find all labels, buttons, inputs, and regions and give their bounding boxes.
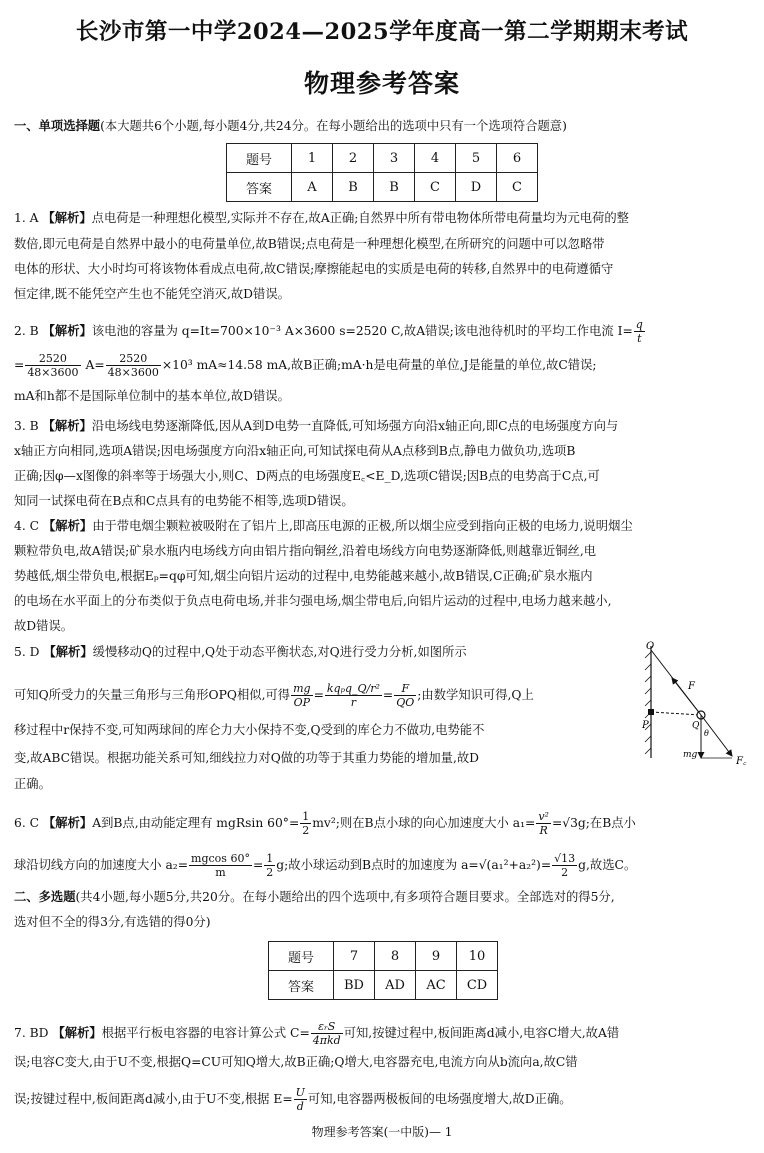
q1-text: 点电荷是一种理想化模型,实际并不存在,故A正确;自然界中所有带电物体所带电荷量均为元电荷的整: [91, 211, 629, 225]
q6-text: 球沿切线方向的加速度大小 a₂=: [14, 858, 189, 872]
q6-text: mv²;则在B点小球的向心加速度大小 a₁=: [312, 816, 536, 830]
q6-text: g;故小球运动到B点时的加速度为 a=√(a₁²+a₂²)=: [276, 858, 552, 872]
label-fc: F꜀: [736, 756, 747, 767]
label-mg: mg: [683, 750, 698, 760]
q5-text: 可知Q所受力的矢量三角形与三角形OPQ相似,可得: [14, 688, 291, 702]
fraction: [634, 318, 645, 345]
q1-line3: 电体的形状、大小时均可将该物体看成点电荷,故C错误;摩擦能起电的实质是电荷的转移,自然界中的电荷遵循守: [14, 262, 614, 276]
q2-line2: [14, 352, 597, 379]
q5-line2: [14, 682, 534, 709]
label-theta: θ: [704, 729, 709, 738]
table-cell: AD: [375, 971, 416, 1000]
table-row: [227, 173, 538, 202]
table-cell: 9: [416, 942, 457, 971]
fraction: [106, 352, 161, 379]
q7-text: 可知,按键过程中,板间距离d减小,电容C增大,故A错: [343, 1026, 620, 1040]
q4-line3: 势越低,烟尘带负电,根据Eₚ=qφ可知,烟尘向铝片运动的过程中,电势能越来越小,故B错误,C正确;矿泉水瓶内: [14, 569, 593, 583]
q3-line1: [14, 418, 618, 434]
fraction-denominator: m: [215, 866, 226, 879]
table-cell: 题号: [227, 144, 292, 173]
q7-text: 误;按键过程中,板间距离d减小,由于U不变,根据 E=: [14, 1092, 293, 1106]
table-cell: D: [456, 173, 497, 202]
fraction: [394, 682, 416, 709]
q6-text: =: [252, 858, 264, 872]
table-row: [269, 971, 498, 1000]
fraction-numerator: 2520: [106, 352, 161, 366]
table-cell: 2: [333, 144, 374, 173]
fraction: [536, 810, 551, 837]
fraction-numerator: εᵣS: [311, 1020, 343, 1034]
fraction: [325, 682, 382, 709]
fraction-numerator: √13: [554, 852, 576, 865]
q1-number: 1. A: [14, 211, 39, 225]
analysis-tag: 【解析】: [52, 1025, 102, 1040]
q7-line2: 误;电容C变大,由于U不变,根据Q=CU可知Q增大,故B正确;Q增大,电容器充电,电流方向从b流向a,故C错: [14, 1055, 578, 1069]
distance-line: [651, 712, 701, 715]
q5-line5: 正确。: [14, 777, 51, 791]
fraction-numerator: mgcos 60°: [191, 852, 250, 865]
table-cell: B: [333, 173, 374, 202]
table-cell: 3: [374, 144, 415, 173]
answer-title: 物理参考答案: [303, 69, 460, 98]
q7-line1: [14, 1020, 619, 1047]
q6-text: g,故选C。: [578, 858, 637, 872]
fraction-numerator: F: [394, 682, 416, 696]
fraction-denominator: R: [539, 824, 548, 837]
fraction: [264, 852, 275, 879]
q3-line4: 知同一试探电荷在B点和C点具有的电势能不相等,选项D错误。: [14, 494, 354, 508]
q4-line2: 颗粒带负电,故A错误;矿泉水瓶内电场线方向由铝片指向铜丝,沿着电场线方向电势逐渐降低,则越靠近铜丝,电: [14, 544, 597, 558]
table-cell: 1: [292, 144, 333, 173]
fraction-denominator: 2: [302, 824, 310, 837]
section2-header: [14, 889, 615, 905]
table-cell: CD: [457, 971, 498, 1000]
q2-text: A=: [81, 358, 105, 372]
q1-line1: [14, 210, 629, 226]
table-cell: 8: [375, 942, 416, 971]
fraction: [189, 852, 252, 879]
tension-arrow: [672, 678, 701, 715]
section1-header: [14, 118, 567, 134]
fraction-numerator: 2520: [25, 352, 80, 366]
exam-title: 长沙市第一中学2024—2025学年度高一第二学期期末考试: [75, 19, 689, 45]
section1-heading: 一、单项选择题: [14, 118, 101, 133]
fraction-denominator: OP: [293, 696, 311, 709]
analysis-tag: 【解析】: [42, 418, 92, 433]
fraction: [311, 1020, 343, 1047]
q6-text: A到B点,由动能定理有 mgRsin 60°=: [92, 816, 300, 830]
q4-text: 由于带电烟尘颗粒被吸附在了铝片上,即高压电源的正极,所以烟尘应受到指向正极的电场力,说明烟尘: [92, 519, 633, 533]
q7-number: 7. BD: [14, 1026, 49, 1040]
table-cell: 6: [497, 144, 538, 173]
fraction-denominator: 4πkd: [312, 1034, 341, 1047]
fraction-numerator: U: [295, 1086, 305, 1099]
q3-number: 3. B: [14, 419, 39, 433]
q5-line4: 变,故ABC错误。根据功能关系可知,细线拉力对Q做的功等于其重力势能的增加量,故D: [14, 751, 480, 765]
section2-answer-table: [268, 941, 498, 1000]
label-q: Q: [692, 721, 700, 731]
table-cell: BD: [334, 971, 375, 1000]
q2-number: 2. B: [14, 324, 39, 338]
table-cell: 5: [456, 144, 497, 173]
force-diagram: [622, 640, 752, 768]
analysis-tag: 【解析】: [42, 518, 93, 533]
q5-text: ;由数学知识可得,Q上: [417, 688, 534, 702]
table-cell: C: [497, 173, 538, 202]
q3-line3: 正确;因φ—x图像的斜率等于场强大小,则C、D两点的电场强度E꜀<E_D,选项C错误;因B点的电势高于C点,可: [14, 469, 600, 483]
ball-p: [648, 709, 654, 715]
label-o: O: [646, 641, 655, 652]
analysis-tag: 【解析】: [42, 210, 92, 225]
table-cell: B: [374, 173, 415, 202]
q4-line5: 故D错误。: [14, 619, 74, 633]
q3-line2: x轴正方向相同,选项A错误;因电场强度方向沿x轴正向,可知试探电荷从A点移到B点,静电力做负功,选项B: [14, 444, 576, 458]
q1-line4: 恒定律,既不能凭空产生也不能凭空消灭,故D错误。: [14, 287, 290, 301]
page-footer: 物理参考答案(一中版)— 1: [311, 1125, 453, 1139]
fraction-denominator: 48×3600: [107, 366, 159, 379]
fraction: [552, 852, 577, 879]
section1-answer-table: [226, 143, 538, 202]
q2-text: ×10³ mA≈14.58 mA,故B正确;mA·h是电荷量的单位,J是能量的单位,故C错误;: [161, 358, 597, 372]
fraction-denominator: t: [637, 332, 642, 345]
q7-text: 根据平行板电容器的电容计算公式 C=: [101, 1026, 310, 1040]
table-cell: 题号: [269, 942, 334, 971]
table-cell: 10: [457, 942, 498, 971]
fraction-numerator: mg: [293, 682, 311, 695]
fraction-denominator: QO: [396, 696, 415, 709]
q4-number: 4. C: [14, 519, 40, 533]
q6-line1: [14, 810, 636, 837]
label-f: F: [688, 681, 695, 692]
q5-text: =: [382, 688, 394, 702]
q5-number: 5. D: [14, 645, 40, 659]
q4-line1: [14, 518, 633, 534]
q7-text: 可知,电容器两极板间的电场强度增大,故D正确。: [307, 1092, 572, 1106]
table-cell: 4: [415, 144, 456, 173]
q5-text: =: [313, 688, 324, 702]
table-row: [269, 942, 498, 971]
fraction-numerator: 1: [302, 810, 310, 823]
fraction: [300, 810, 311, 837]
fraction: [25, 352, 80, 379]
fraction-denominator: 2: [561, 866, 569, 879]
fraction: [291, 682, 312, 709]
label-p: P: [642, 720, 649, 731]
q4-line4: 的电场在水平面上的分布类似于负点电荷电场,并非匀强电场,烟尘带电后,向铝片运动的过程中,电场力越来越小,: [14, 594, 612, 608]
q2-text: 该电池的容量为 q=It=700×10⁻³ A×3600 s=2520 C,故A错误;该电池待机时的平均工作电流 I=: [91, 324, 633, 338]
fraction-numerator: kqₚq_Q/r²: [326, 682, 380, 695]
table-cell: C: [415, 173, 456, 202]
q2-line3: mA和h都不是国际单位制中的基本单位,故D错误。: [14, 389, 290, 403]
analysis-tag: 【解析】: [43, 644, 93, 659]
table-cell: A: [292, 173, 333, 202]
wall-hatch: [645, 652, 651, 754]
q6-text: =√3g;在B点小: [551, 816, 636, 830]
fraction-numerator: q: [635, 318, 643, 331]
section2-heading: 二、多选题: [14, 889, 76, 904]
analysis-tag: 【解析】: [42, 323, 92, 338]
fraction: [294, 1086, 307, 1113]
q7-line3: [14, 1086, 572, 1113]
fraction-numerator: v²: [538, 810, 549, 823]
section2-desc-line2: 选对但不全的得3分,有选错的得0分): [14, 915, 211, 929]
analysis-tag: 【解析】: [42, 815, 93, 830]
q5-text: 缓慢移动Q的过程中,Q处于动态平衡状态,对Q进行受力分析,如图所示: [92, 645, 467, 659]
q6-number: 6. C: [14, 816, 40, 830]
table-cell: AC: [416, 971, 457, 1000]
q6-line2: [14, 852, 636, 879]
fraction-numerator: 1: [266, 852, 274, 865]
q2-line1: [14, 318, 646, 345]
table-row: [227, 144, 538, 173]
table-cell: 答案: [227, 173, 292, 202]
q2-text: =: [14, 358, 25, 372]
fraction-denominator: 2: [266, 866, 274, 879]
fraction-denominator: 48×3600: [27, 366, 79, 379]
table-cell: 答案: [269, 971, 334, 1000]
q5-line3: 移过程中r保持不变,可知两球间的库仑力大小保持不变,Q受到的库仑力不做功,电势能不: [14, 723, 485, 737]
q1-line2: 数倍,即元电荷是自然界中最小的电荷量单位,故B错误;点电荷是一种理想化模型,在所研究的问题中可以忽略带: [14, 237, 605, 251]
fraction-denominator: d: [296, 1100, 304, 1113]
table-cell: 7: [334, 942, 375, 971]
fraction-denominator: r: [350, 696, 357, 709]
section1-desc: (本大题共6个小题,每小题4分,共24分。在每小题给出的选项中只有一个选项符合题意): [100, 119, 567, 133]
section2-desc: (共4小题,每小题5分,共20分。在每小题给出的四个选项中,有多项符合题目要求。全部选对的得5分,: [75, 890, 615, 904]
q3-text: 沿电场线电势逐渐降低,因从A到D电势一直降低,可知场强方向沿x轴正向,即C点的电场强度方向与: [91, 419, 619, 433]
q5-line1: [14, 644, 467, 660]
